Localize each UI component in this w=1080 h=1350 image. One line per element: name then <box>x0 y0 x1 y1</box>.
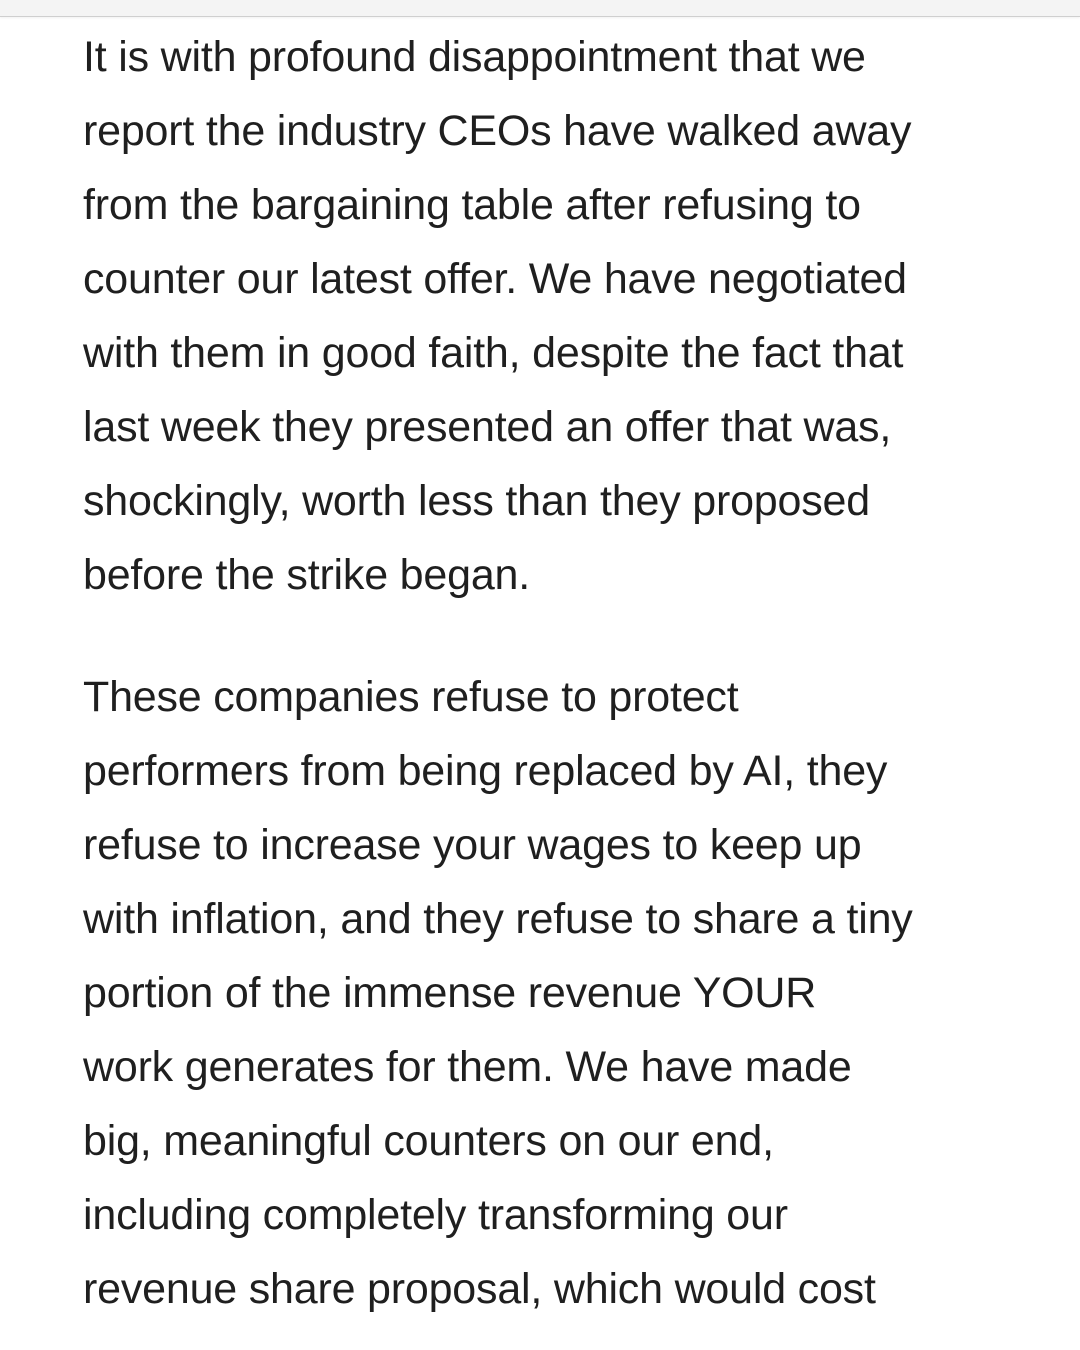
text-line: last week they presented an offer that was, <box>83 403 892 451</box>
text-line: work generates for them. We have made <box>83 1043 852 1091</box>
text-line: with inflation, and they refuse to share a tiny <box>83 895 913 943</box>
text-line: before the strike began. <box>83 551 530 599</box>
paragraph-1 <box>83 20 1043 612</box>
text-line: performers from being replaced by AI, they <box>83 747 888 795</box>
text-line: from the bargaining table after refusing to <box>83 181 861 229</box>
text-line: refuse to increase your wages to keep up <box>83 821 862 869</box>
text-line: counter our latest offer. We have negotiated <box>83 255 907 303</box>
text-line: report the industry CEOs have walked away <box>83 107 912 155</box>
text-line: revenue share proposal, which would cost <box>83 1265 876 1313</box>
text-line: including completely transforming our <box>83 1191 788 1239</box>
text-line: These companies refuse to protect <box>83 673 739 721</box>
article-body <box>83 20 1043 1326</box>
text-line: It is with profound disappointment that we <box>83 33 866 81</box>
text-line: big, meaningful counters on our end, <box>83 1117 774 1165</box>
text-line: portion of the immense revenue YOUR <box>83 969 817 1017</box>
text-line: shockingly, worth less than they proposed <box>83 477 870 525</box>
paragraph-spacer <box>83 612 1043 660</box>
paragraph-2 <box>83 660 1043 1326</box>
top-browser-edge <box>0 0 1080 17</box>
text-line: with them in good faith, despite the fact that <box>83 329 904 377</box>
